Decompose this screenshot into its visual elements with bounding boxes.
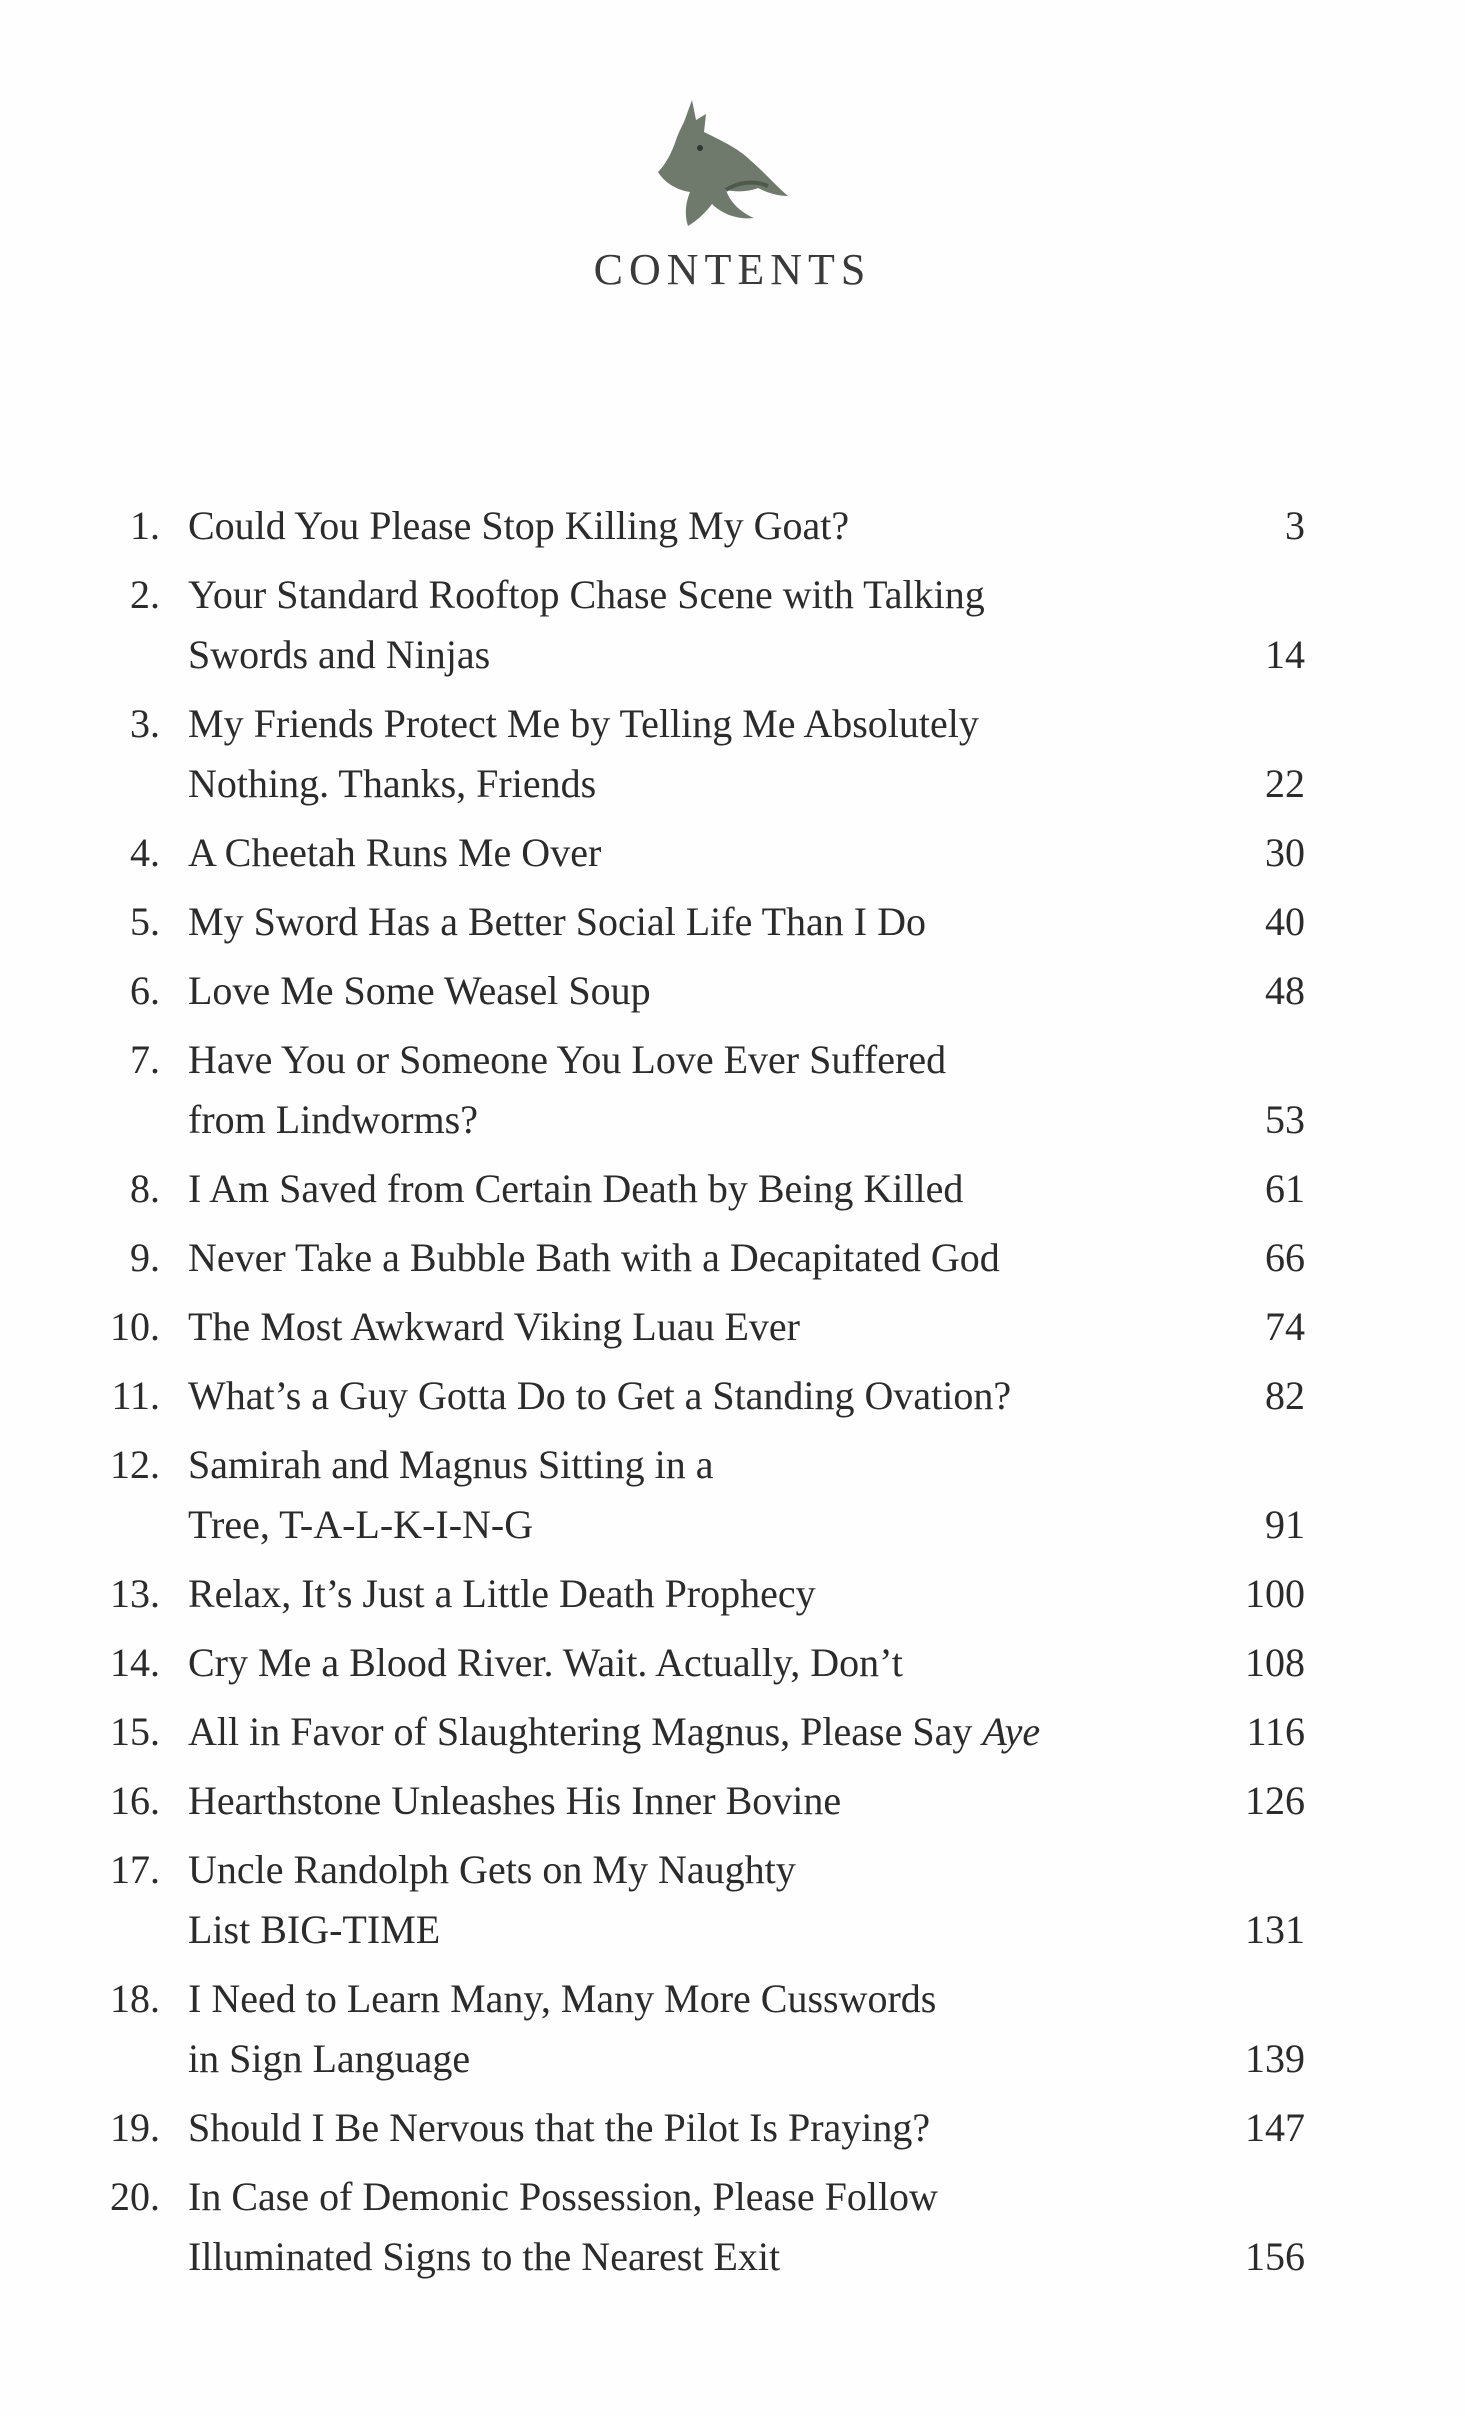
toc-entry <box>0 823 1465 883</box>
chapter-title-line: Tree, T-A-L-K-I-N-G <box>188 1502 534 1547</box>
page-number: 116 <box>1246 1709 1305 1754</box>
chapter-title-line: Cry Me a Blood River. Wait. Actually, Don’t <box>188 1640 903 1685</box>
chapter-title <box>188 1969 1208 2089</box>
page-number: 48 <box>1265 968 1305 1013</box>
chapter-title-line: in Sign Language <box>188 2036 471 2081</box>
page-number: 53 <box>1265 1097 1305 1142</box>
chapter-title <box>188 961 1208 1021</box>
chapter-number: 7. <box>130 1037 160 1082</box>
chapter-number: 10. <box>110 1304 160 1349</box>
chapter-title-italic: Aye <box>982 1709 1041 1754</box>
toc-entry <box>0 694 1465 814</box>
page-number: 147 <box>1245 2105 1305 2150</box>
toc-entry <box>0 1564 1465 1624</box>
chapter-title-line: Illuminated Signs to the Nearest Exit <box>188 2234 781 2279</box>
toc-entry <box>0 496 1465 556</box>
chapter-title <box>188 694 1208 814</box>
page-number: 100 <box>1245 1571 1305 1616</box>
chapter-title <box>188 2098 1208 2158</box>
chapter-title <box>188 1702 1208 1762</box>
chapter-title-line: Nothing. Thanks, Friends <box>188 761 597 806</box>
chapter-title <box>188 892 1208 952</box>
chapter-number: 13. <box>110 1571 160 1616</box>
chapter-title-line: Swords and Ninjas <box>188 632 491 677</box>
contents-heading: CONTENTS <box>593 245 872 294</box>
chapter-title-line: from Lindworms? <box>188 1097 478 1142</box>
page-number: 108 <box>1245 1640 1305 1685</box>
chapter-title-line: What’s a Guy Gotta Do to Get a Standing Ovation? <box>188 1373 1012 1418</box>
page-number: 139 <box>1245 2036 1305 2081</box>
toc-entry <box>0 1633 1465 1693</box>
wolf-head-icon <box>626 96 796 236</box>
chapter-title-line: Hearthstone Unleashes His Inner Bovine <box>188 1778 842 1823</box>
chapter-title <box>188 2167 1208 2287</box>
toc-entry <box>0 1366 1465 1426</box>
chapter-number: 18. <box>110 1976 160 2021</box>
toc-entry <box>0 1159 1465 1219</box>
page-number: 126 <box>1245 1778 1305 1823</box>
chapter-number: 16. <box>110 1778 160 1823</box>
chapter-title-line: All in Favor of Slaughtering Magnus, Please Say Aye <box>188 1709 1041 1754</box>
chapter-title <box>188 823 1208 883</box>
toc-entry <box>0 2167 1465 2287</box>
chapter-number: 1. <box>130 503 160 548</box>
chapter-title-line: I Am Saved from Certain Death by Being Killed <box>188 1166 964 1211</box>
toc-entry <box>0 892 1465 952</box>
chapter-title-line: A Cheetah Runs Me Over <box>188 830 602 875</box>
chapter-number: 9. <box>130 1235 160 1280</box>
page-number: 82 <box>1265 1373 1305 1418</box>
toc-entry <box>0 961 1465 1021</box>
page-number: 74 <box>1265 1304 1305 1349</box>
toc-entry <box>0 565 1465 685</box>
chapter-title <box>188 1771 1208 1831</box>
chapter-title <box>188 496 1208 556</box>
chapter-title-line: Samirah and Magnus Sitting in a <box>188 1442 714 1487</box>
page-number: 61 <box>1265 1166 1305 1211</box>
chapter-title-line: List BIG-TIME <box>188 1907 441 1952</box>
chapter-number: 5. <box>130 899 160 944</box>
chapter-number: 15. <box>110 1709 160 1754</box>
page-number: 30 <box>1265 830 1305 875</box>
chapter-title <box>188 1297 1208 1357</box>
page-number: 66 <box>1265 1235 1305 1280</box>
chapter-title <box>188 1435 1208 1555</box>
chapter-number: 20. <box>110 2174 160 2219</box>
page-number: 40 <box>1265 899 1305 944</box>
toc-entry <box>0 1297 1465 1357</box>
toc-entry <box>0 1771 1465 1831</box>
chapter-number: 6. <box>130 968 160 1013</box>
chapter-number: 17. <box>110 1847 160 1892</box>
toc-entry <box>0 1840 1465 1960</box>
toc-entry <box>0 1030 1465 1150</box>
toc-entry <box>0 2098 1465 2158</box>
page-number: 3 <box>1285 503 1305 548</box>
chapter-title-line: I Need to Learn Many, Many More Cusswords <box>188 1976 937 2021</box>
toc-entry <box>0 1228 1465 1288</box>
page-number: 156 <box>1245 2234 1305 2279</box>
chapter-title-line: Never Take a Bubble Bath with a Decapitated God <box>188 1235 1000 1280</box>
chapter-number: 2. <box>130 572 160 617</box>
chapter-title <box>188 1633 1208 1693</box>
chapter-number: 19. <box>110 2105 160 2150</box>
chapter-number: 8. <box>130 1166 160 1211</box>
chapter-title-line: The Most Awkward Viking Luau Ever <box>188 1304 800 1349</box>
chapter-title-line: Should I Be Nervous that the Pilot Is Praying? <box>188 2105 931 2150</box>
toc-entry <box>0 1969 1465 2089</box>
chapter-number: 14. <box>110 1640 160 1685</box>
chapter-title-line: In Case of Demonic Possession, Please Follow <box>188 2174 938 2219</box>
chapter-title <box>188 565 1208 685</box>
chapter-title <box>188 1564 1208 1624</box>
chapter-title <box>188 1840 1208 1960</box>
toc-entry <box>0 1702 1465 1762</box>
chapter-number: 4. <box>130 830 160 875</box>
page-number: 131 <box>1245 1907 1305 1952</box>
chapter-title <box>188 1366 1208 1426</box>
table-of-contents <box>0 496 1465 2296</box>
chapter-title-line: Could You Please Stop Killing My Goat? <box>188 503 850 548</box>
chapter-title-line: My Friends Protect Me by Telling Me Absolutely <box>188 701 979 746</box>
chapter-title-line: Relax, It’s Just a Little Death Prophecy <box>188 1571 816 1616</box>
chapter-number: 12. <box>110 1442 160 1487</box>
chapter-title <box>188 1030 1208 1150</box>
toc-entry <box>0 1435 1465 1555</box>
chapter-title-line: Have You or Someone You Love Ever Suffered <box>188 1037 947 1082</box>
chapter-title <box>188 1228 1208 1288</box>
page-number: 91 <box>1265 1502 1305 1547</box>
chapter-title-line: My Sword Has a Better Social Life Than I Do <box>188 899 926 944</box>
page-number: 22 <box>1265 761 1305 806</box>
chapter-number: 11. <box>111 1373 160 1418</box>
chapter-title-line: Love Me Some Weasel Soup <box>188 968 651 1013</box>
page-number: 14 <box>1265 632 1305 677</box>
chapter-number: 3. <box>130 701 160 746</box>
chapter-title <box>188 1159 1208 1219</box>
chapter-title-line: Your Standard Rooftop Chase Scene with Talking <box>188 572 985 617</box>
chapter-title-line: Uncle Randolph Gets on My Naughty <box>188 1847 796 1892</box>
